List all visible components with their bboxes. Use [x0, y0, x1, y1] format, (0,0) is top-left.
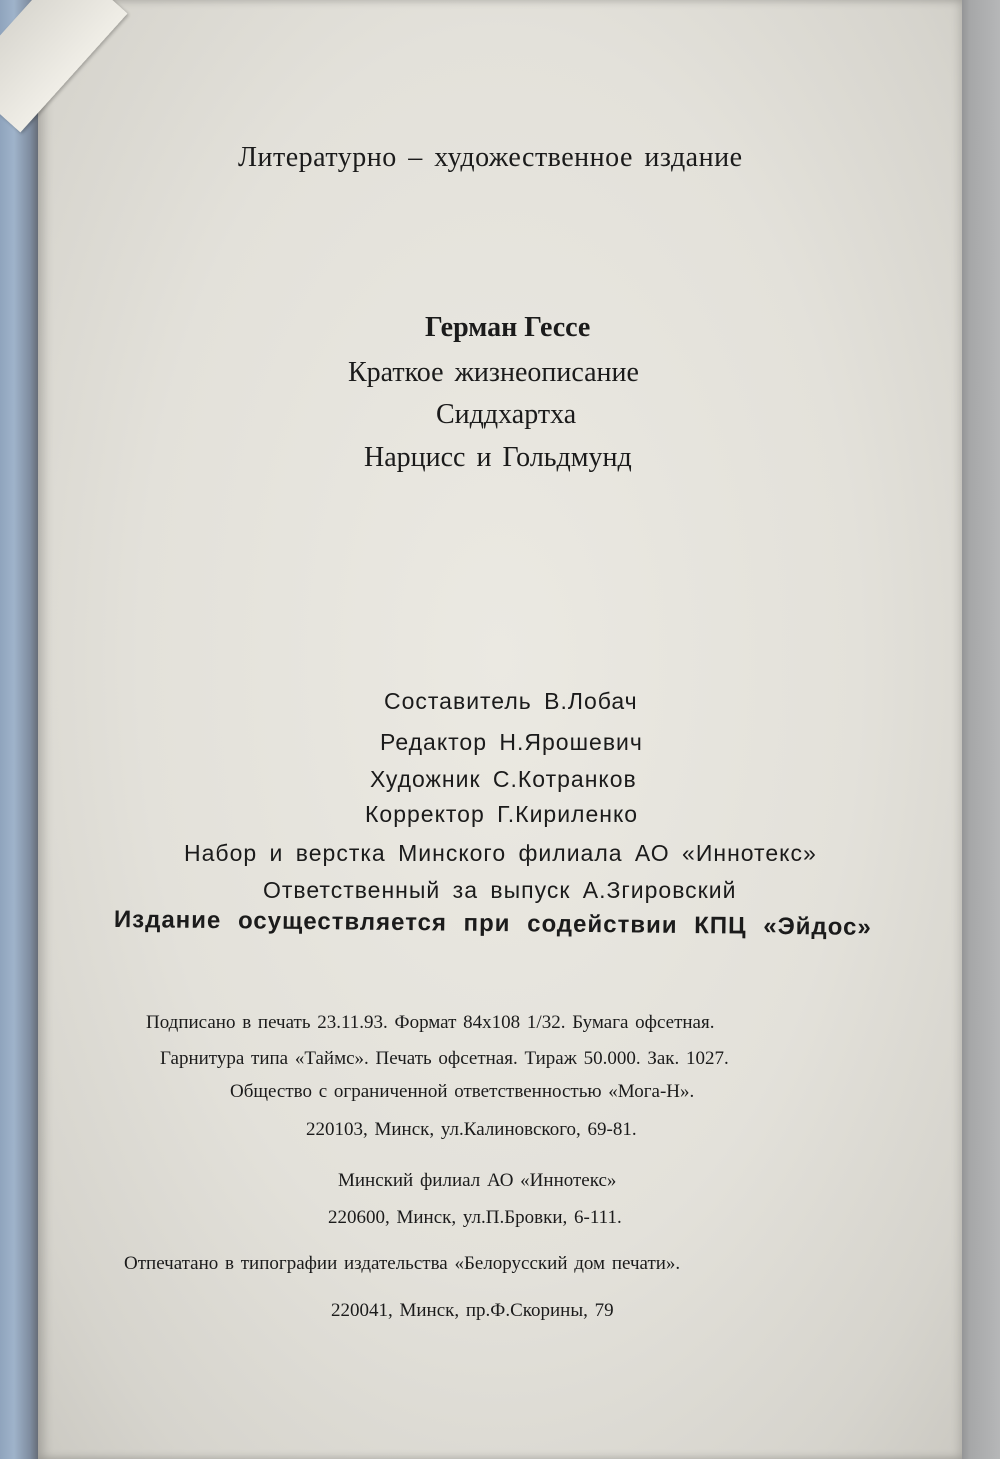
imprint-line: Минский филиал АО «Иннотекс» — [338, 1170, 617, 1191]
support-note: Издание осуществляется при содействии КПЦ «Эйдос» — [113, 906, 872, 941]
edition-type: Литературно – художественное издание — [238, 142, 743, 173]
work-title: Нарцисс и Гольдмунд — [364, 442, 632, 473]
book-cover-edge — [958, 0, 1000, 1459]
imprint-line: Гарнитура типа «Таймс». Печать офсетная. Тираж 50.000. Зак. 1027. — [160, 1048, 729, 1069]
work-title: Краткое жизнеописание — [348, 357, 639, 388]
imprint-line: 220041, Минск, пр.Ф.Скорины, 79 — [331, 1300, 614, 1321]
work-title: Сиддхартха — [436, 399, 577, 430]
folded-corner — [0, 0, 127, 132]
imprint-line: Отпечатано в типографии издательства «Белорусский дом печати». — [124, 1253, 681, 1274]
imprint-line: 220103, Минск, ул.Калиновского, 69-81. — [306, 1119, 637, 1140]
imprint-line: Общество с ограниченной ответственностью «Мога-Н». — [230, 1081, 695, 1102]
credit-line: Корректор Г.Кириленко — [365, 801, 639, 827]
imprint-line: 220600, Минск, ул.П.Бровки, 6-111. — [328, 1207, 622, 1228]
credit-line: Ответственный за выпуск А.Згировский — [263, 877, 737, 903]
imprint-line: Подписано в печать 23.11.93. Формат 84х108 1/32. Бумага офсетная. — [146, 1012, 715, 1033]
credit-line: Составитель В.Лобач — [384, 688, 638, 714]
credit-line: Набор и верстка Минского филиала АО «Иннотекс» — [184, 840, 817, 866]
author-name: Герман Гессе — [425, 312, 591, 343]
colophon-page — [38, 0, 962, 1459]
credit-line: Редактор Н.Ярошевич — [380, 729, 643, 755]
credit-line: Художник С.Котранков — [370, 766, 637, 792]
